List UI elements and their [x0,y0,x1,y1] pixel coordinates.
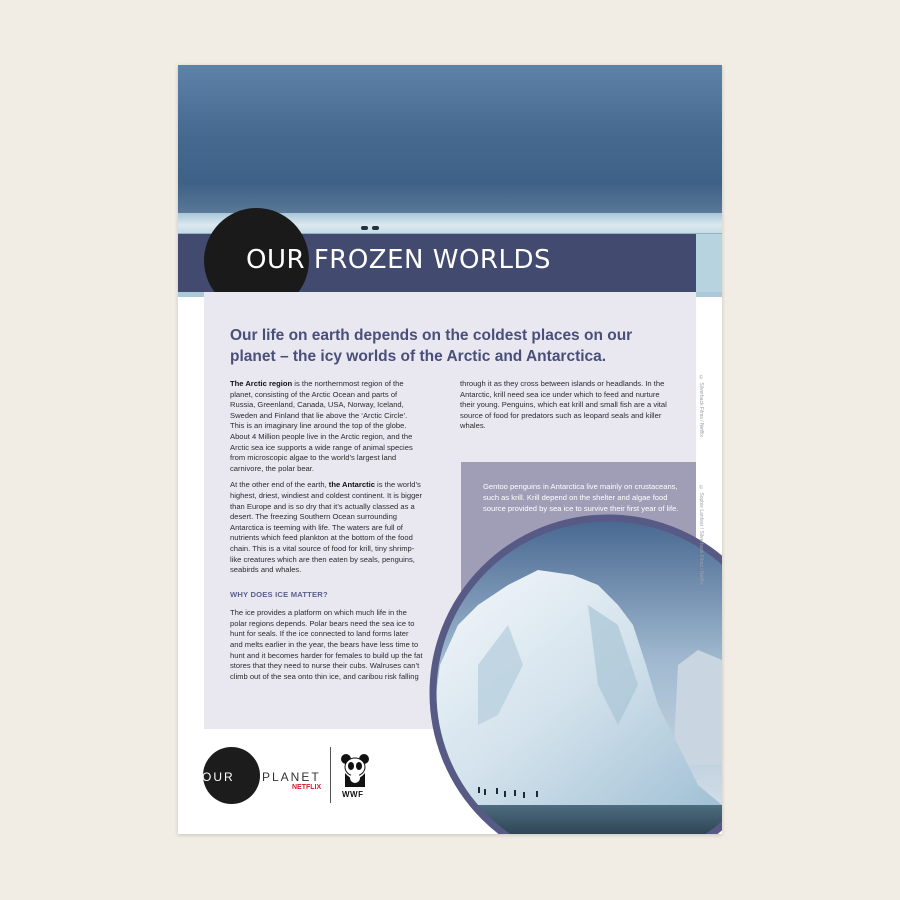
page-title: OUR FROZEN WORLDS [246,245,552,275]
wwf-logo-text: WWF [342,790,364,799]
photo-caption: Gentoo penguins in Antarctica live mainly on crustaceans, such as krill. Krill depend on the shelter and algae food source provided by sea ice to survive their first year of life. [483,482,679,513]
netflix-logo: NETFLIX [292,784,322,791]
page-subtitle: Our life on earth depends on the coldest places on our planet – the icy worlds of the Arctic and Antarctica. [230,327,633,365]
iceberg-photo [178,65,722,834]
section-heading: WHY DOES ICE MATTER? [230,589,328,599]
antarctic-intro: At the other end of the earth, [230,480,329,490]
antarctic-text: is the world’s highest, driest, windiest and coldest continent. It is bigger than Europe and is so dry that it’s actually classed as a desert. The freezing Southern Ocean surrounding Antarctica is teeming with life. The waters are full of nutrients which feed plankton at the bottom of the food chain. This is a vital source of food for krill, tiny shrimp-like creatures which are then eaten by seals, penguins, seabirds and whales. [230,480,423,575]
logo-our-text: OUR [202,770,235,784]
panda-icon [339,753,371,789]
ice-paragraph: The ice provides a platform on which much life in the polar regions depends. Polar bears need the sea ice to hunt for seals. If the ice connected to land forms later and melts earlier in the year, the bears have less time to hunt and it becomes harder for females to build up the fat stores that they need to nurse their cubs. Walruses can’t climb out of the sea onto thin ice, and caribou risk falling [230,608,423,681]
arctic-text: is the northernmost region of the planet, consisting of the Arctic Ocean and parts of Russia, Greenland, Canada, USA, Norway, Iceland, Sweden and Finland that lie above the ‘Arctic Circle’. This is an imaginary line around the top of the globe. About 4 Million people live in the Arctic region, and the Arctic sea ice supports a wide range of animal species from microscopic algae to the world’s largest land carnivore, the polar bear. [230,379,413,473]
document-page [178,65,722,834]
arctic-term: The Arctic region [230,379,293,388]
photo-credit-bottom: © Sophie Lanfear / Silverback Films / Netflix [698,485,704,585]
logo-divider [330,747,331,803]
logo-planet-text: PLANET [262,770,321,784]
photo-credit-top: © Silverback Films / Netflix [698,375,704,437]
antarctic-term: the Antarctic [328,480,375,490]
continued-paragraph: through it as they cross between islands or headlands. In the Antarctic, krill need sea ice under which to feed and nurture their young. Penguins, which eat krill and small fish are a vital source of food for predators such as leopard seals and killer whales. [460,379,667,431]
